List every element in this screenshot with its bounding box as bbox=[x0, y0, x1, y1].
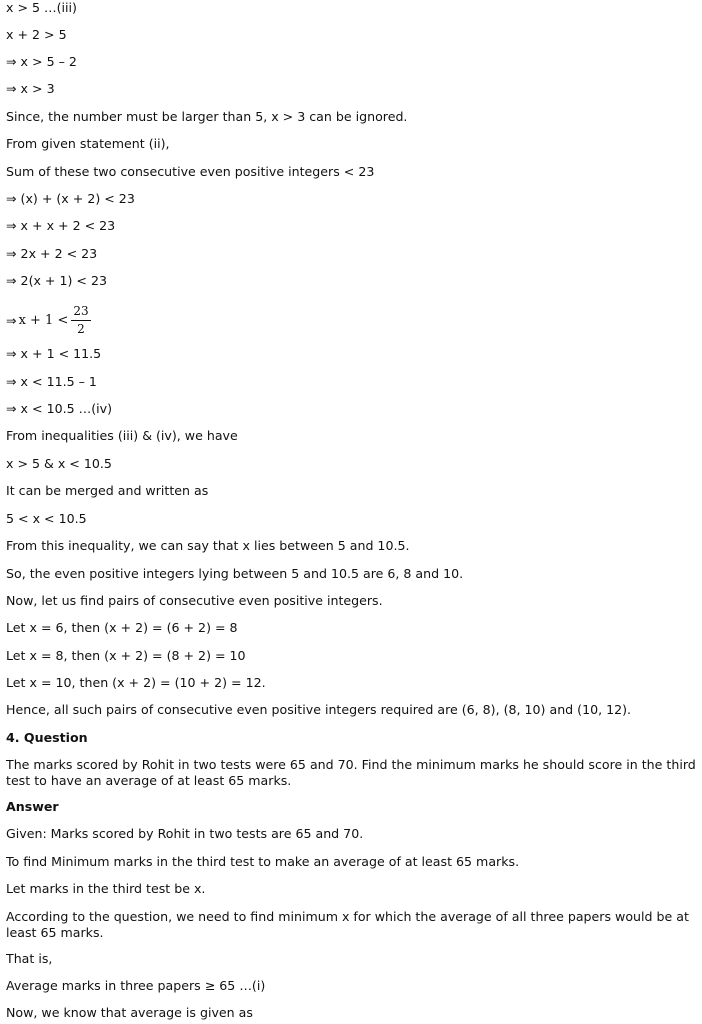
text-line: Average marks in three papers ≥ 65 …(i) bbox=[6, 978, 266, 993]
text-line: ⇒ x > 5 – 2 bbox=[6, 54, 77, 69]
text-line: Let marks in the third test be x. bbox=[6, 881, 206, 896]
implies-symbol: ⇒ bbox=[6, 312, 17, 328]
fraction-lhs: x + 1 < bbox=[18, 312, 69, 328]
fraction bbox=[71, 304, 90, 337]
text-line: x > 5 & x < 10.5 bbox=[6, 456, 112, 471]
fraction-denominator: 2 bbox=[77, 321, 85, 336]
answer-heading: Answer bbox=[6, 799, 59, 814]
text-line: So, the even positive integers lying between 5 and 10.5 are 6, 8 and 10. bbox=[6, 566, 464, 581]
text-line: ⇒ x < 10.5 …(iv) bbox=[6, 401, 112, 416]
text-line: ⇒ x > 3 bbox=[6, 81, 55, 96]
text-line: Hence, all such pairs of consecutive even positive integers required are (6, 8), (8, 10) and (10, 12). bbox=[6, 702, 632, 717]
question-heading: 4. Question bbox=[6, 730, 88, 745]
text-line: Given: Marks scored by Rohit in two tests are 65 and 70. bbox=[6, 826, 364, 841]
text-line: According to the question, we need to find minimum x for which the average of all three papers would be at least 65 marks. bbox=[6, 909, 689, 940]
text-line: ⇒ (x) + (x + 2) < 23 bbox=[6, 191, 135, 206]
text-line: Let x = 8, then (x + 2) = (8 + 2) = 10 bbox=[6, 648, 246, 663]
text-line: To find Minimum marks in the third test to make an average of at least 65 marks. bbox=[6, 854, 520, 869]
text-line: ⇒ x < 11.5 – 1 bbox=[6, 374, 97, 389]
text-line: ⇒ 2(x + 1) < 23 bbox=[6, 273, 108, 288]
text-line: Now, we know that average is given as bbox=[6, 1005, 253, 1020]
text-line: From inequalities (iii) & (iv), we have bbox=[6, 428, 238, 443]
text-line: Let x = 10, then (x + 2) = (10 + 2) = 12. bbox=[6, 675, 266, 690]
text-line: It can be merged and written as bbox=[6, 483, 209, 498]
text-line: That is, bbox=[6, 951, 53, 966]
text-line: 5 < x < 10.5 bbox=[6, 511, 87, 526]
text-line: ⇒ x + x + 2 < 23 bbox=[6, 218, 116, 233]
text-line: x > 5 …(iii) bbox=[6, 0, 77, 15]
text-line: Let x = 6, then (x + 2) = (6 + 2) = 8 bbox=[6, 620, 238, 635]
text-line: x + 2 > 5 bbox=[6, 27, 67, 42]
text-line: From given statement (ii), bbox=[6, 136, 170, 151]
text-line: Sum of these two consecutive even positive integers < 23 bbox=[6, 164, 375, 179]
fraction-numerator: 23 bbox=[71, 304, 90, 321]
text-line: ⇒ x + 1 < 11.5 bbox=[6, 346, 102, 361]
text-line: ⇒ 2x + 2 < 23 bbox=[6, 246, 98, 261]
text-line: Now, let us find pairs of consecutive even positive integers. bbox=[6, 593, 383, 608]
text-line: Since, the number must be larger than 5, x > 3 can be ignored. bbox=[6, 109, 408, 124]
fraction-equation bbox=[6, 300, 91, 340]
text-line: From this inequality, we can say that x lies between 5 and 10.5. bbox=[6, 538, 410, 553]
question-text: The marks scored by Rohit in two tests were 65 and 70. Find the minimum marks he should score in the third test to have an average of at least 65 marks. bbox=[6, 757, 696, 788]
